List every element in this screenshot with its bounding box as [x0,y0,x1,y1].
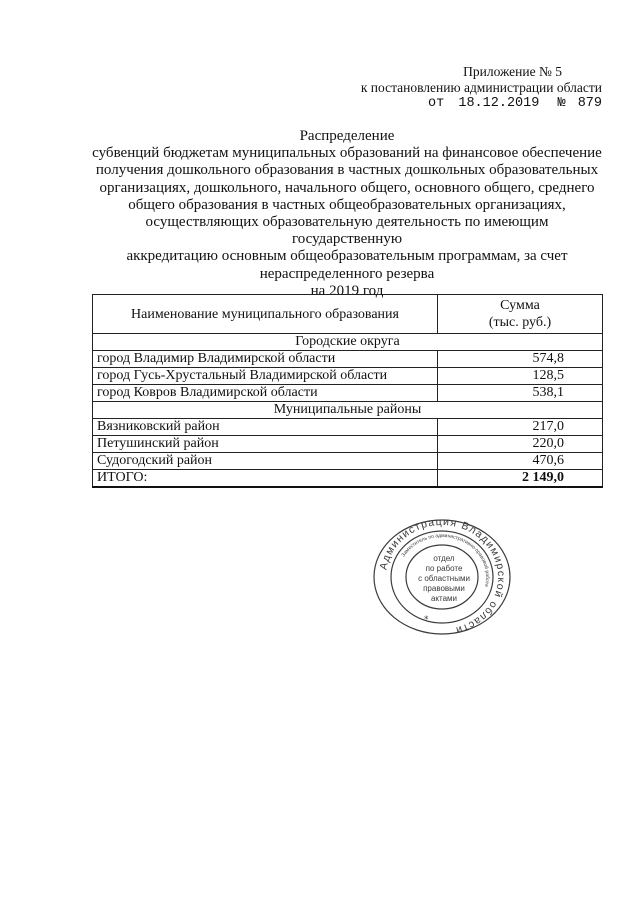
total-label: ИТОГО: [93,470,438,488]
row-value: 217,0 [438,419,603,436]
header-sum [438,295,603,334]
stamp-seal-icon [372,518,512,636]
row-value: 220,0 [438,436,603,453]
stamp-inner-text: Заместитель по административно-правовой работе [400,532,491,588]
stamp-center-line: по работе [425,564,463,573]
table-row [93,351,603,368]
title-line: осуществляющих образовательную деятельность по имеющим государственную [145,214,549,248]
date-prefix: от [428,96,445,111]
row-name: город Гусь-Хрустальный Владимирской области [93,368,438,385]
decree-number: 879 [577,96,602,111]
title-line: Распределение [299,128,395,144]
stamp-center-line: актами [430,594,458,603]
row-value: 574,8 [438,351,603,368]
section-row [93,402,603,419]
title-line: на 2019 год [310,282,384,299]
section-municipal-districts: Муниципальные районы [93,402,603,419]
title-line: организациях, дошкольного, начального общего, основного общего, среднего [99,179,595,196]
row-value: 128,5 [438,368,603,385]
distribution-table [92,294,603,488]
stamp-center-line: правовыми [423,584,465,593]
title-line: нераспределенного резерва [259,265,435,282]
title-line: общего образования в частных общеобразовательных организациях, [128,196,566,213]
table-row [93,453,603,470]
stamp-outer-text: Администрация Владимирской области [377,518,508,636]
section-urban-districts: Городские округа [93,334,603,351]
table-row [93,436,603,453]
number-prefix: № [557,96,566,111]
row-name: Судогодский район [93,453,438,470]
row-value: 538,1 [438,385,603,402]
annex-number: Приложение № 5 [463,64,562,79]
row-name: Вязниковский район [93,419,438,436]
header-name: Наименование муниципального образования [93,295,438,334]
title-line: получения дошкольного образования в частных дошкольных образовательных [95,162,599,179]
title-line: аккредитацию основным общеобразовательным программам, за счет [126,248,568,265]
stamp-center-line: с областными [418,574,470,583]
table-row [93,419,603,436]
svg-text:*: * [424,615,429,625]
table-header-row [93,295,603,334]
row-name: Петушинский район [93,436,438,453]
stamp-center-line: отдел [433,554,455,563]
row-name: город Владимир Владимирской области [93,351,438,368]
annex-header [361,64,602,112]
section-row [93,334,603,351]
table-row [93,368,603,385]
table-row [93,385,603,402]
row-value: 470,6 [438,453,603,470]
total-row [93,470,603,488]
row-name: город Ковров Владимирской области [93,385,438,402]
title-line: субвенций бюджетам муниципальных образований на финансовое обеспечение [92,145,602,162]
header-sum-label: Сумма [500,298,540,313]
total-value: 2 149,0 [438,470,603,488]
annex-reference: к постановлению администрации области [360,80,602,95]
document-title [92,128,602,300]
official-stamp [372,518,512,636]
annex-date-line [361,96,602,112]
decree-date: 18.12.2019 [458,96,540,111]
header-sum-unit: (тыс. руб.) [488,315,552,330]
